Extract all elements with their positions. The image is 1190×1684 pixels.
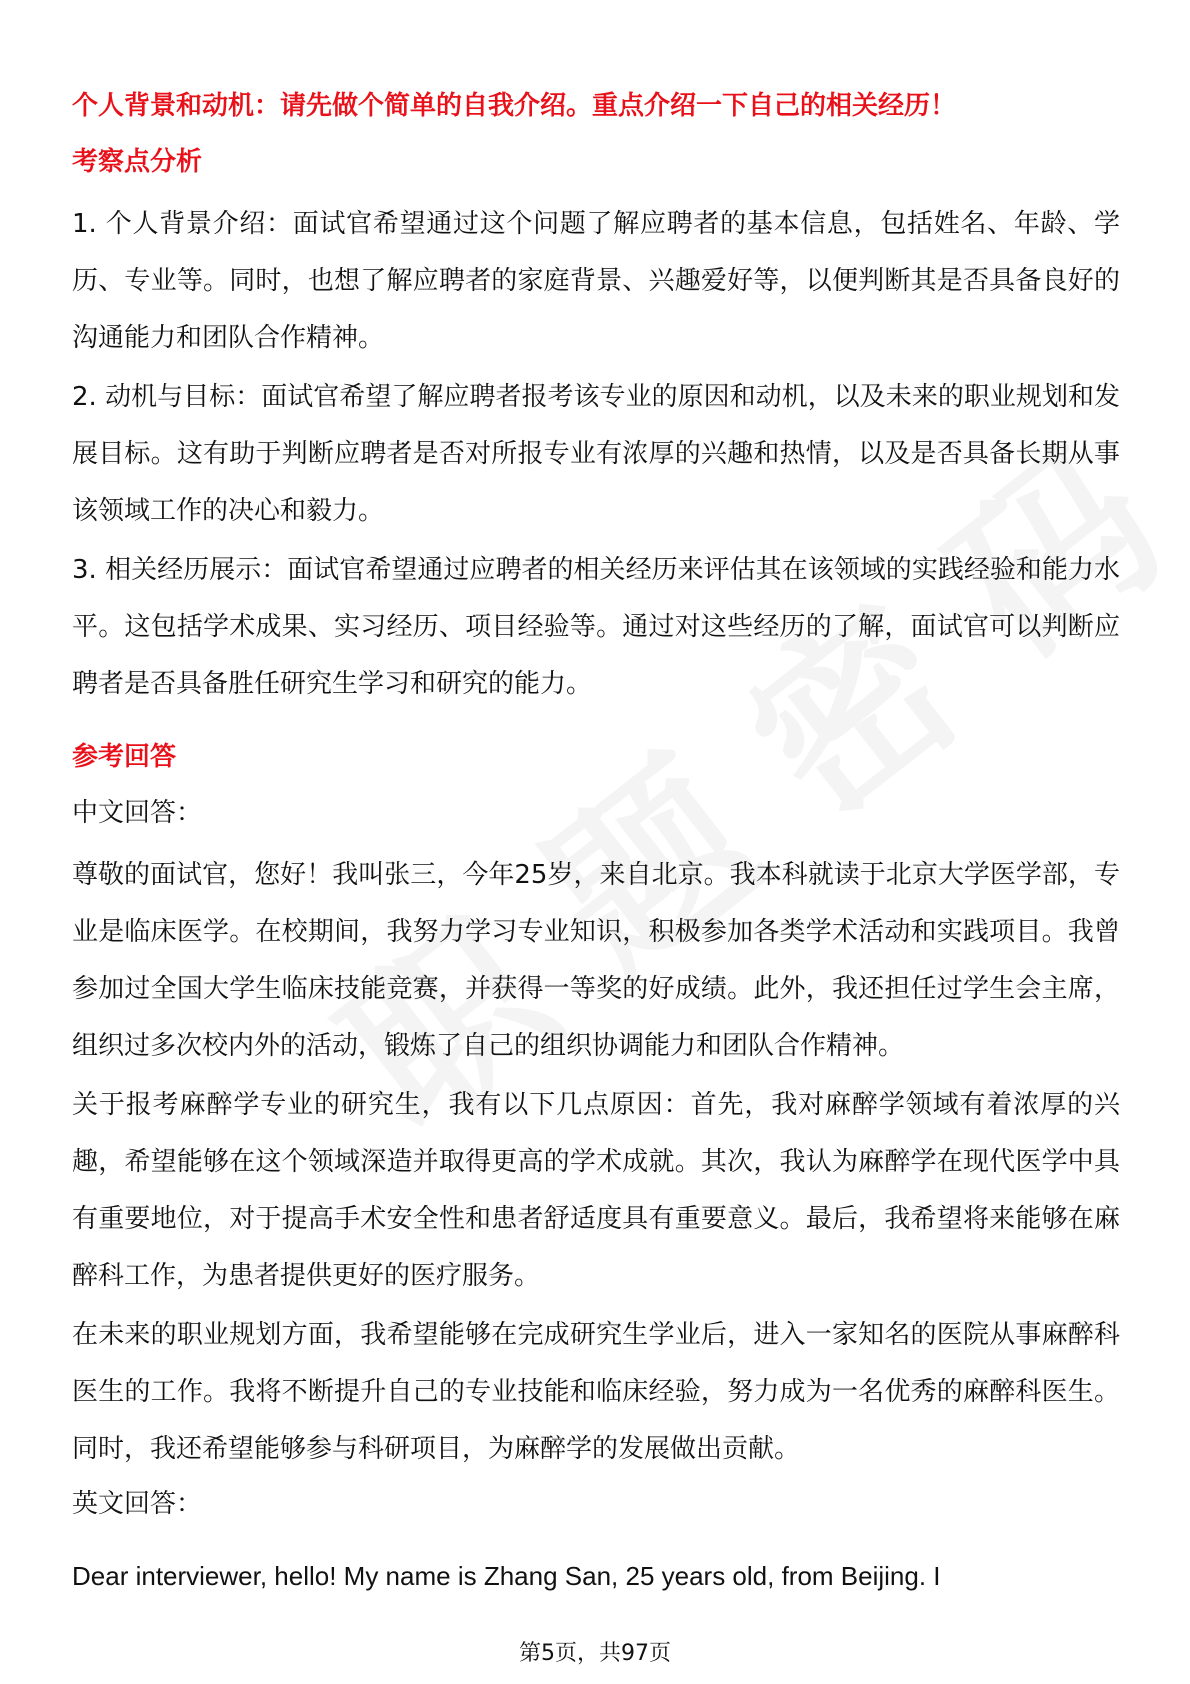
chinese-answer-label: 中文回答： [72,798,203,828]
answer-paragraph: 关于报考麻醉学专业的研究生，我有以下几点原因：首先，我对麻醉学领域有着浓厚的兴趣，希望能够在这个领域深造并取得更高的学术成就。其次，我认为麻醉学在现代医学中具有重要地位，对于提高手术安全性和患者舒适度具有重要意义。最后，我希望将来能够在麻醉科工作，为患者提供更好的医疗服务。 [72,1090,1120,1291]
answer-paragraph: 在未来的职业规划方面，我希望能够在完成研究生学业后，进入一家知名的医院从事麻醉科医生的工作。我将不断提升自己的专业技能和临床经验，努力成为一名优秀的麻醉科医生。同时，我还希望能够参与科研项目，为麻醉学的发展做出贡献。 [72,1320,1120,1464]
answer-paragraph: 尊敬的面试官，您好！我叫张三，今年25岁，来自北京。我本科就读于北京大学医学部，专业是临床医学。在校期间，我努力学习专业知识，积极参加各类学术活动和实践项目。我曾参加过全国大学生临床技能竞赛，并获得一等奖的好成绩。此外，我还担任过学生会主席，组织过多次校内外的活动，锻炼了自己的组织协调能力和团队合作精神。 [72,860,1120,1061]
analysis-heading: 考察点分析 [72,147,203,177]
analysis-point: 2. 动机与目标：面试官希望了解应聘者报考该专业的原因和动机，以及未来的职业规划和发展目标。这有助于判断应聘者是否对所报专业有浓厚的兴趣和热情，以及是否具备长期从事该领域工作的决心和毅力。 [72,382,1120,526]
english-answer-text: Dear interviewer, hello! My name is Zhang San, 25 years old, from Beijing. I [72,1561,941,1591]
reference-heading: 参考回答 [72,742,177,772]
english-answer-label: 英文回答： [72,1489,203,1519]
page-number-footer: 第5页，共97页 [519,1641,671,1666]
analysis-point: 1. 个人背景介绍：面试官希望通过这个问题了解应聘者的基本信息，包括姓名、年龄、学历、专业等。同时，也想了解应聘者的家庭背景、兴趣爱好等，以便判断其是否具备良好的沟通能力和团队合作精神。 [72,209,1120,353]
chinese-answer [72,847,1120,1478]
analysis-point: 3. 相关经历展示：面试官希望通过应聘者的相关经历来评估其在该领域的实践经验和能力水平。这包括学术成果、实习经历、项目经验等。通过对这些经历的了解，面试官可以判断应聘者是否具备胜任研究生学习和研究的能力。 [72,555,1120,699]
page-content [72,86,1120,1596]
analysis-list [72,196,1120,713]
question-heading: 个人背景和动机：请先做个简单的自我介绍。重点介绍一下自己的相关经历！ [72,91,957,121]
